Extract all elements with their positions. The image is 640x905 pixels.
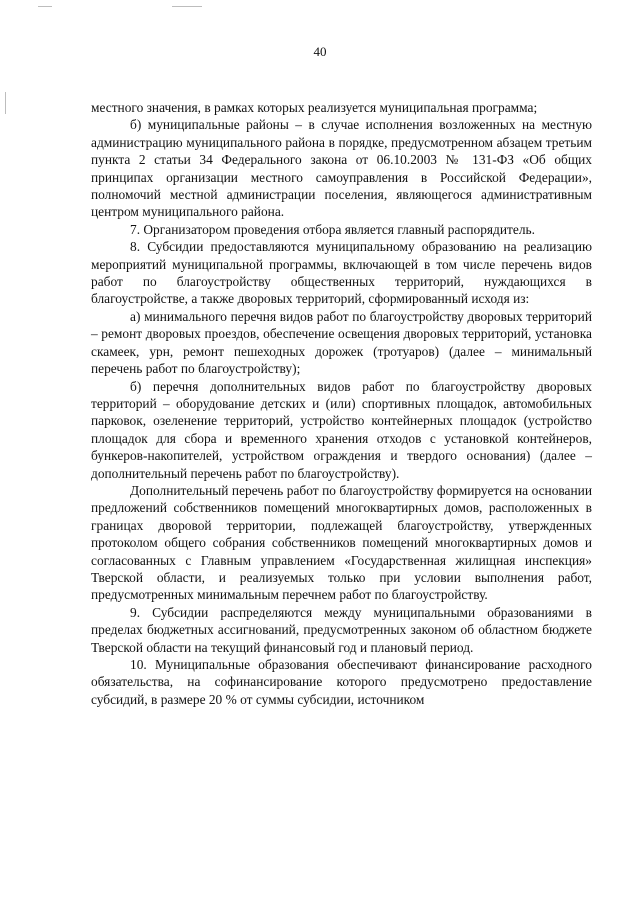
paragraph: б) муниципальные районы – в случае исполнения возложенных на местную администрацию муниципального района в порядке, предусмотренном абзацем третьим пункта 2 статьи 34 Федерального закона от 06.10.2003 № 131-ФЗ «Об общих принципах организации местного самоуправления в Российской Федерации», полномочий местной администрации поселения, являющегося административным центром муниципального района. <box>91 117 592 220</box>
paragraph: 9. Субсидии распределяются между муниципальными образованиями в пределах бюджетных ассигнований, предусмотренных законом об областном бюджете Тверской области на текущий финансовый год и плановый период. <box>91 604 592 655</box>
page-number: 40 <box>313 44 327 59</box>
paragraph: 8. Субсидии предоставляются муниципальному образованию на реализацию мероприятий муниципальной программы, включающей в том числе перечень видов работ по благоустройству общественных территорий, нуждающихся в благоустройстве, а также дворовых территорий, сформированный исходя из: <box>91 239 592 307</box>
scan-artifact-top-center <box>172 6 202 7</box>
scan-artifact-left-margin <box>5 92 6 114</box>
paragraph: 7. Организатором проведения отбора является главный распорядитель. <box>130 221 535 237</box>
paragraph: местного значения, в рамках которых реализуется муниципальная программа; <box>91 100 538 115</box>
paragraph: Дополнительный перечень работ по благоустройству формируется на основании предложений собственников помещений многоквартирных домов, расположенных в границах дворовой территории, подлежащей благоустройству, утвержденных протоколом общего собрания собственников помещений многоквартирных домов и согласованных с Главным управлением «Государственная жилищная инспекция» Тверской области, и реализуемых только при условии выполнения работ, предусмотренных минимальным перечнем работ по благоустройству. <box>91 482 592 603</box>
paragraph: б) перечня дополнительных видов работ по благоустройству дворовых территорий – оборудование детских и (или) спортивных площадок, автомобильных парковок, озеленение территорий, устройство контейнерных площадок (устройство площадок для сбора и временного хранения отходов с установкой контейнеров, бункеров-накопителей, устройством ограждения и твердого основания) (далее – дополнительный перечень работ по благоустройству). <box>91 378 592 481</box>
scan-artifact-top-left <box>38 6 52 7</box>
document-body <box>91 99 592 708</box>
paragraph: 10. Муниципальные образования обеспечивают финансирование расходного обязательства, на софинансирование которого предусмотрено предоставление субсидий, в размере 20 % от суммы субсидии, источником <box>91 657 592 707</box>
paragraph: а) минимального перечня видов работ по благоустройству дворовых территорий – ремонт дворовых проездов, обеспечение освещения дворовых территорий, установка скамеек, урн, ремонт пешеходных дорожек (тротуаров) (далее – минимальный перечень работ по благоустройству); <box>91 308 592 377</box>
